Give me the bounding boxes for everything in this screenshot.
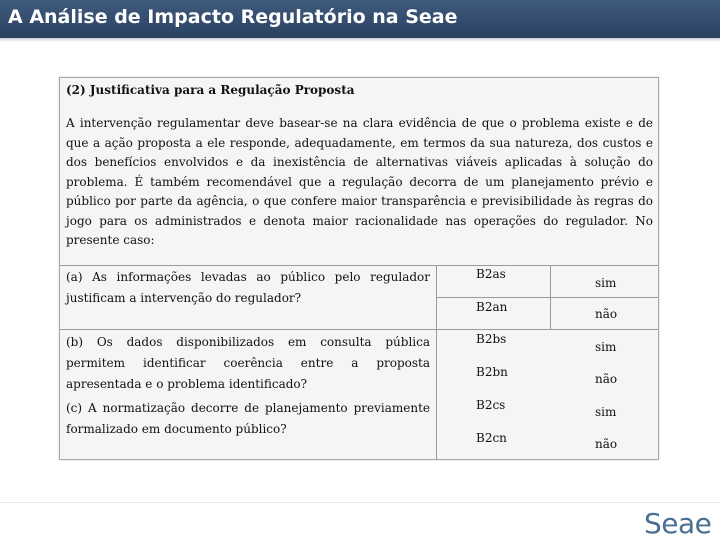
title-bar-shadow	[0, 38, 720, 42]
answer-b2an: não	[595, 307, 618, 321]
row-a-bottom-rule	[60, 329, 658, 330]
table-top-rule	[60, 265, 658, 266]
table-column-divider	[436, 266, 437, 460]
answer-b2cs: sim	[595, 405, 617, 419]
answer-b2cn: não	[595, 437, 618, 451]
code-b2cn: B2cn	[476, 431, 507, 445]
row-a-option-divider	[436, 297, 658, 298]
section-heading: (2) Justificativa para a Regulação Proposta	[66, 83, 355, 97]
question-a: (a) As informações levadas ao público pelo regulador justificam a intervenção do regulador?	[66, 270, 430, 305]
content-panel	[59, 77, 659, 460]
code-b2cs: B2cs	[476, 398, 506, 412]
question-b: (b) Os dados disponibilizados em consulta pública permitem identificar coerência entre a proposta apresentada e o problema identificado?	[66, 335, 430, 391]
answer-b2bs: sim	[595, 340, 617, 354]
answer-b2bn: não	[595, 372, 618, 386]
code-b2bs: B2bs	[476, 332, 507, 346]
slide-title: A Análise de Impacto Regulatório na Seae	[8, 6, 458, 28]
question-c: (c) A normatização decorre de planejamento previamente formalizado em documento público?	[66, 401, 430, 436]
code-b2an: B2an	[476, 300, 508, 314]
footer-divider	[0, 502, 720, 503]
seae-logo: Seae	[644, 507, 712, 540]
code-b2bn: B2bn	[476, 365, 508, 379]
intro-paragraph: A intervenção regulamentar deve basear-se na clara evidência de que o problema existe e de que a ação proposta a ele responde, adequadamente, em termos da sua natureza, dos custos e dos benefícios envolvidos e da inexistência de alternativas viáveis aplicadas à solução do problema. É também recomendável que a regulação decorra de um planejamento prévio e público por parte da agência, o que confere maior transparência e previsibilidade às regras do jogo para os administrados e denota maior racionalidade nas operações do regulador. No presente caso:	[66, 116, 653, 247]
answer-column-divider	[550, 266, 551, 330]
title-bar	[0, 0, 720, 38]
code-b2as: B2as	[476, 267, 506, 281]
answer-b2as: sim	[595, 276, 617, 290]
